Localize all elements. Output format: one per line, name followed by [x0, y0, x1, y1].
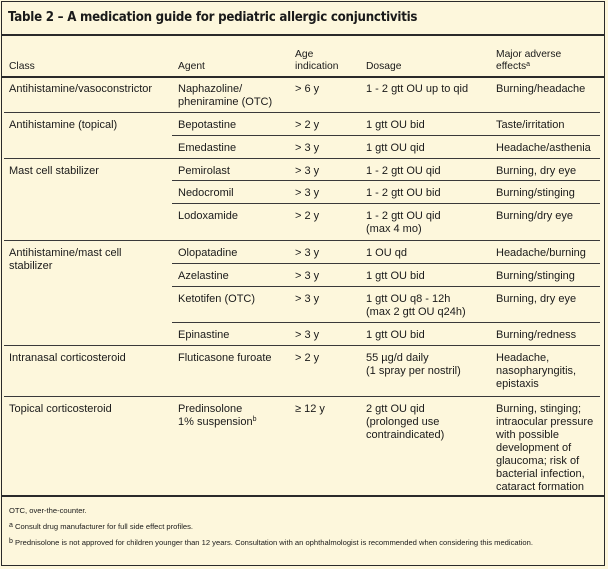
header-rule [1, 76, 605, 78]
cell-age: > 2 y [295, 352, 320, 364]
footer-rule [1, 495, 605, 497]
row-separator [172, 322, 600, 323]
cell-age: > 3 y [295, 187, 320, 199]
cell-age: > 3 y [295, 165, 320, 177]
cell-agent: Lodoxamide [178, 210, 238, 222]
cell-effects: Burning, dry eye [496, 293, 577, 305]
row-separator [4, 396, 600, 397]
cell-class: Mast cell stabilizer [9, 165, 99, 177]
cell-age: > 6 y [295, 83, 320, 95]
cell-agent: Predinsolone 1% suspension$^b$ [178, 403, 257, 428]
cell-agent: Olopatadine [178, 247, 238, 259]
cell-dosage: 1 gtt OU bid [366, 329, 425, 341]
row-separator [172, 180, 600, 181]
cell-class: Antihistamine/mast cell stabilizer [9, 247, 122, 272]
cell-effects: Burning, dry eye [496, 165, 577, 177]
cell-agent: Nedocromil [178, 187, 234, 199]
cell-age: > 2 y [295, 119, 320, 131]
cell-effects: Burning/stinging [496, 270, 575, 282]
cell-effects: Headache/asthenia [496, 142, 591, 154]
header-age: Age indication [295, 49, 339, 72]
cell-effects: Burning/redness [496, 329, 577, 341]
row-separator [172, 263, 600, 264]
title-rule [1, 34, 605, 36]
header-agent: Agent [178, 61, 205, 72]
cell-dosage: 1 - 2 gtt OU bid [366, 187, 441, 199]
cell-agent: Ketotifen (OTC) [178, 293, 256, 305]
row-separator [172, 286, 600, 287]
cell-agent: Azelastine [178, 270, 229, 282]
cell-dosage: 1 OU qd [366, 247, 407, 259]
cell-class: Antihistamine (topical) [9, 119, 118, 131]
cell-dosage: 2 gtt OU qid (prolonged use contraindicated) [366, 403, 445, 441]
row-separator [4, 240, 600, 241]
cell-age: > 3 y [295, 142, 320, 154]
cell-age: > 3 y [295, 247, 320, 259]
cell-age: > 3 y [295, 293, 320, 305]
cell-agent: Naphazoline/ pheniramine (OTC) [178, 83, 273, 108]
cell-agent: Fluticasone furoate [178, 352, 272, 364]
cell-class: Antihistamine/vasoconstrictor [9, 83, 153, 95]
cell-agent: Pemirolast [178, 165, 230, 177]
cell-effects: Burning/stinging [496, 187, 575, 199]
header-dosage: Dosage [366, 61, 402, 72]
row-separator [4, 158, 600, 159]
table-title: Table 2 – A medication guide for pediatric allergic conjunctivitis [8, 9, 418, 25]
row-separator [4, 112, 600, 113]
cell-dosage: 1 gtt OU bid [366, 270, 425, 282]
cell-effects: Burning, stinging; intraocular pressure with possible development of glaucoma; risk of bacterial infection, cataract formation [496, 403, 594, 493]
cell-age: > 2 y [295, 210, 320, 222]
cell-dosage: 55 µg/d daily (1 spray per nostril) [366, 352, 461, 377]
cell-age: > 3 y [295, 270, 320, 282]
note-a: $^a$ Consult drug manufacturer for full side effect profiles. [9, 522, 194, 531]
cell-agent: Epinastine [178, 329, 230, 341]
cell-class: Intranasal corticosteroid [9, 352, 126, 364]
cell-age: ≥ 12 y [295, 403, 325, 415]
row-separator [4, 345, 600, 346]
cell-effects: Headache, nasopharyngitis, epistaxis [496, 352, 577, 390]
cell-effects: Burning/dry eye [496, 210, 574, 222]
cell-dosage: 1 gtt OU qid [366, 142, 425, 154]
note-otc: OTC, over-the-counter. [9, 506, 87, 515]
cell-age: > 3 y [295, 329, 320, 341]
cell-dosage: 1 - 2 gtt OU up to qid [366, 83, 469, 95]
cell-agent: Bepotastine [178, 119, 237, 131]
cell-dosage: 1 - 2 gtt OU qid (max 4 mo) [366, 210, 441, 235]
header-effects: Major adverse effects$^a$ [496, 49, 562, 72]
cell-agent: Emedastine [178, 142, 237, 154]
note-b: $^b$ Prednisolone is not approved for children younger than 12 years. Consultation with an ophthalmologist is recommended when considering this medication. [9, 538, 533, 547]
row-separator [172, 135, 600, 136]
cell-class: Topical corticosteroid [9, 403, 112, 415]
cell-effects: Burning/headache [496, 83, 586, 95]
header-class: Class [9, 61, 35, 72]
cell-effects: Taste/irritation [496, 119, 565, 131]
cell-dosage: 1 gtt OU q8 - 12h (max 2 gtt OU q24h) [366, 293, 466, 318]
row-separator [172, 203, 600, 204]
cell-dosage: 1 gtt OU bid [366, 119, 425, 131]
cell-effects: Headache/burning [496, 247, 586, 259]
cell-dosage: 1 - 2 gtt OU qid [366, 165, 441, 177]
